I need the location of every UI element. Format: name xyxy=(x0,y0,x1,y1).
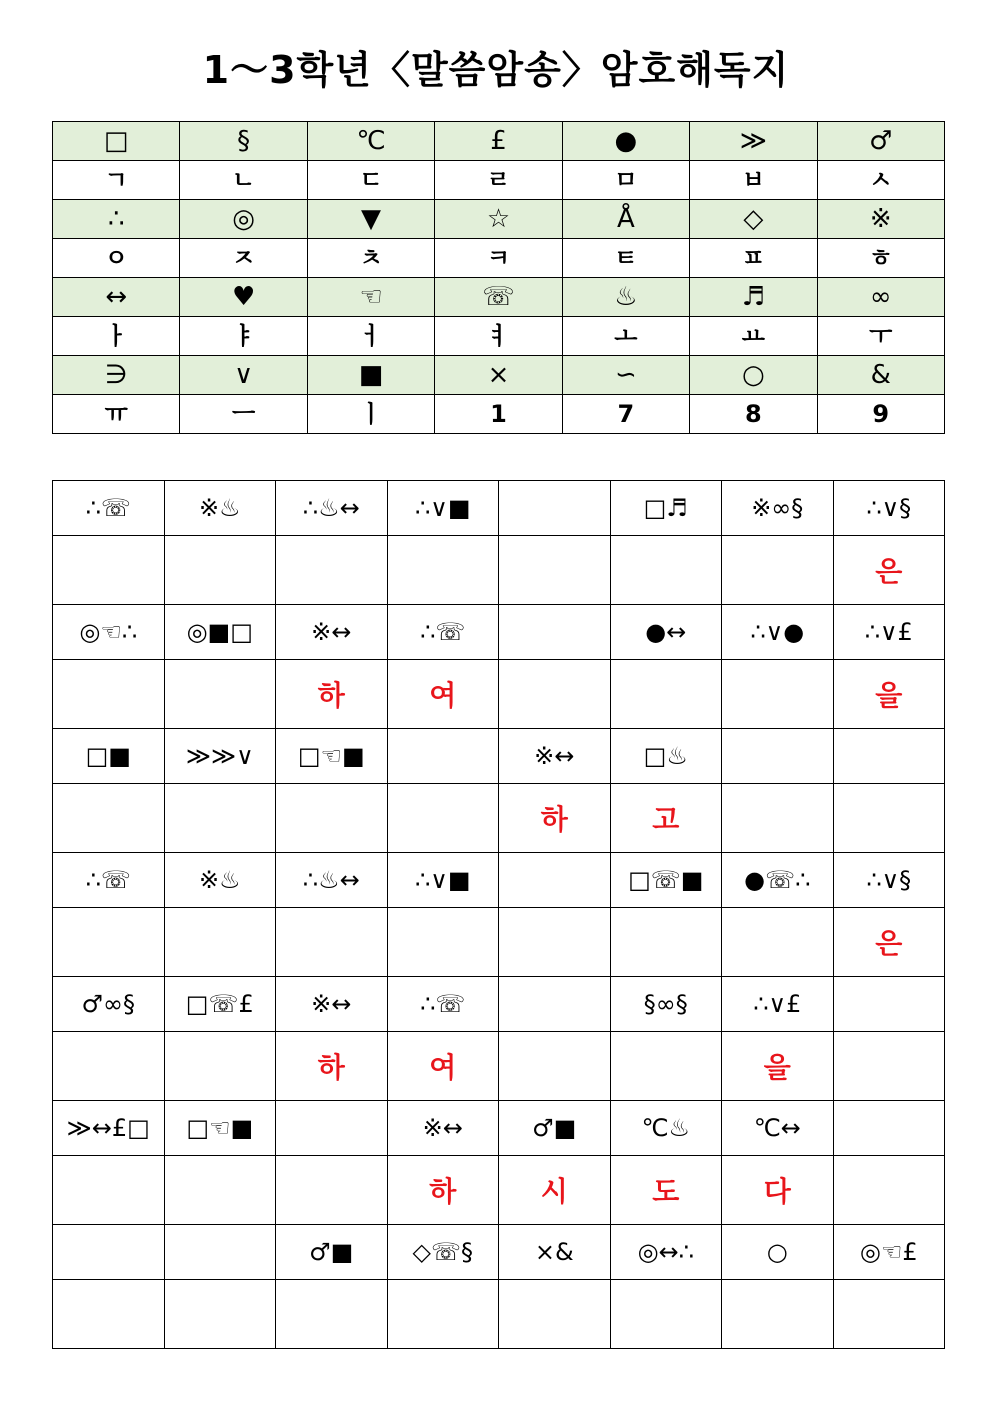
code-cell xyxy=(387,729,499,784)
key-symbol-cell: ∞ xyxy=(817,278,944,317)
answer-cell[interactable] xyxy=(164,660,276,729)
key-symbol-cell: ◇ xyxy=(690,200,817,239)
code-cell: ※↔ xyxy=(387,1101,499,1156)
key-symbol-cell: ∽ xyxy=(562,356,689,395)
answer-cell[interactable] xyxy=(276,784,388,853)
answer-cell[interactable] xyxy=(499,1032,611,1101)
key-symbol-cell: ∴ xyxy=(53,200,180,239)
answer-cell[interactable]: 시 xyxy=(499,1156,611,1225)
code-cell: ●↔ xyxy=(610,605,722,660)
answer-cell[interactable] xyxy=(276,1280,388,1349)
answer-cell[interactable]: 은 xyxy=(833,536,945,605)
key-letter-cell: ㅜ xyxy=(817,317,944,356)
code-cell: ※↔ xyxy=(276,977,388,1032)
key-letter-cell: ㅋ xyxy=(435,239,562,278)
answer-cell[interactable] xyxy=(499,660,611,729)
code-row xyxy=(53,1225,945,1280)
answer-cell[interactable]: 은 xyxy=(833,908,945,977)
code-cell: □☜■ xyxy=(164,1101,276,1156)
code-row xyxy=(53,729,945,784)
code-cell xyxy=(499,605,611,660)
key-symbol-row xyxy=(53,200,945,239)
code-cell: ◎■□ xyxy=(164,605,276,660)
answer-cell[interactable] xyxy=(53,908,165,977)
code-row xyxy=(53,1101,945,1156)
answer-cell[interactable] xyxy=(387,908,499,977)
code-cell: ※∞§ xyxy=(722,481,834,536)
key-symbol-cell: ∋ xyxy=(53,356,180,395)
key-symbol-cell: ☆ xyxy=(435,200,562,239)
key-letter-cell: ㅑ xyxy=(180,317,307,356)
key-symbol-cell: ♂ xyxy=(817,122,944,161)
code-cell: ∴∨§ xyxy=(833,853,945,908)
answer-cell[interactable] xyxy=(722,784,834,853)
code-cell: ℃↔ xyxy=(722,1101,834,1156)
key-letter-cell: 7 xyxy=(562,395,689,434)
answer-cell[interactable]: 여 xyxy=(387,660,499,729)
answer-cell[interactable]: 하 xyxy=(276,660,388,729)
code-cell: ×& xyxy=(499,1225,611,1280)
code-cell: ◎↔∴ xyxy=(610,1225,722,1280)
answer-cell[interactable] xyxy=(53,1156,165,1225)
key-letter-cell: ㅠ xyxy=(53,395,180,434)
code-cell: ∴♨↔ xyxy=(276,853,388,908)
page-title: 1～3학년〈말씀암송〉암호해독지 xyxy=(202,48,790,92)
key-letter-cell: ㅛ xyxy=(690,317,817,356)
code-cell: §∞§ xyxy=(610,977,722,1032)
answer-cell[interactable] xyxy=(722,1280,834,1349)
answer-cell[interactable] xyxy=(53,1032,165,1101)
key-letter-cell: ㅅ xyxy=(817,161,944,200)
code-cell xyxy=(833,977,945,1032)
answer-row xyxy=(53,660,945,729)
key-letter-cell: ㅏ xyxy=(53,317,180,356)
key-letter-cell: ㅈ xyxy=(180,239,307,278)
key-letter-cell: ㅡ xyxy=(180,395,307,434)
code-cell xyxy=(833,1101,945,1156)
answer-cell[interactable]: 고 xyxy=(610,784,722,853)
answer-cell[interactable] xyxy=(833,1156,945,1225)
code-cell: □♬ xyxy=(610,481,722,536)
code-cell: □♨ xyxy=(610,729,722,784)
code-cell: ◇☏§ xyxy=(387,1225,499,1280)
answer-cell[interactable] xyxy=(164,1280,276,1349)
answer-cell[interactable] xyxy=(276,536,388,605)
key-letter-cell: ㅣ xyxy=(307,395,434,434)
code-row xyxy=(53,853,945,908)
answer-cell[interactable] xyxy=(276,1156,388,1225)
code-cell: ≫≫∨ xyxy=(164,729,276,784)
key-symbol-cell: ○ xyxy=(690,356,817,395)
answer-cell[interactable] xyxy=(164,908,276,977)
key-symbol-cell: ※ xyxy=(817,200,944,239)
key-letter-cell: ㅌ xyxy=(562,239,689,278)
key-symbol-cell: ℃ xyxy=(307,122,434,161)
code-cell: ∴∨§ xyxy=(833,481,945,536)
key-symbol-cell: ∨ xyxy=(180,356,307,395)
key-letter-cell: ㄴ xyxy=(180,161,307,200)
key-symbol-cell: ◎ xyxy=(180,200,307,239)
answer-cell[interactable] xyxy=(499,1280,611,1349)
code-cell: ∴∨■ xyxy=(387,481,499,536)
code-cell: ∴☏ xyxy=(53,853,165,908)
answer-cell[interactable] xyxy=(722,660,834,729)
answer-cell[interactable] xyxy=(610,1032,722,1101)
answer-cell[interactable]: 을 xyxy=(722,1032,834,1101)
answer-cell[interactable] xyxy=(610,660,722,729)
key-letter-cell: 9 xyxy=(817,395,944,434)
key-symbol-cell: £ xyxy=(435,122,562,161)
answer-cell[interactable] xyxy=(53,536,165,605)
key-letter-row xyxy=(53,395,945,434)
key-letter-cell: ㅊ xyxy=(307,239,434,278)
key-letter-cell: ㄱ xyxy=(53,161,180,200)
code-cell: ∴∨£ xyxy=(722,977,834,1032)
answer-cell[interactable] xyxy=(164,1032,276,1101)
answer-row xyxy=(53,1280,945,1349)
key-symbol-cell: Å xyxy=(562,200,689,239)
answer-cell[interactable] xyxy=(276,908,388,977)
answer-cell[interactable] xyxy=(610,536,722,605)
key-symbol-cell: ♥ xyxy=(180,278,307,317)
code-cell: □☏■ xyxy=(610,853,722,908)
answer-cell[interactable] xyxy=(610,908,722,977)
key-letter-cell: ㅎ xyxy=(817,239,944,278)
answer-cell[interactable] xyxy=(53,1280,165,1349)
answer-cell[interactable] xyxy=(164,536,276,605)
answer-cell[interactable] xyxy=(387,1280,499,1349)
key-letter-cell: ㅇ xyxy=(53,239,180,278)
key-symbol-row xyxy=(53,278,945,317)
answer-cell[interactable] xyxy=(53,660,165,729)
code-cell: ∴☏ xyxy=(387,977,499,1032)
answer-cell[interactable] xyxy=(722,536,834,605)
code-cell: ※♨ xyxy=(164,853,276,908)
answer-row xyxy=(53,1156,945,1225)
answer-cell[interactable] xyxy=(833,784,945,853)
answer-row xyxy=(53,1032,945,1101)
code-cell xyxy=(722,729,834,784)
code-cell: ◎☜£ xyxy=(833,1225,945,1280)
code-cell: ※↔ xyxy=(276,605,388,660)
answer-cell[interactable]: 하 xyxy=(387,1156,499,1225)
answer-cell[interactable] xyxy=(722,908,834,977)
answer-cell[interactable] xyxy=(387,536,499,605)
decode-puzzle-table xyxy=(52,480,945,1349)
answer-cell[interactable] xyxy=(387,784,499,853)
code-cell: □■ xyxy=(53,729,165,784)
answer-cell[interactable] xyxy=(610,1280,722,1349)
code-cell: ∴☏ xyxy=(387,605,499,660)
code-cell: ※♨ xyxy=(164,481,276,536)
key-letter-cell: 8 xyxy=(690,395,817,434)
answer-cell[interactable]: 여 xyxy=(387,1032,499,1101)
key-symbol-cell: ↔ xyxy=(53,278,180,317)
answer-cell[interactable]: 을 xyxy=(833,660,945,729)
answer-cell[interactable]: 도 xyxy=(610,1156,722,1225)
answer-row xyxy=(53,908,945,977)
code-cell xyxy=(53,1225,165,1280)
key-symbol-cell: ■ xyxy=(307,356,434,395)
code-row xyxy=(53,481,945,536)
key-symbol-cell: & xyxy=(817,356,944,395)
code-cell: ◎☜∴ xyxy=(53,605,165,660)
code-cell: ℃♨ xyxy=(610,1101,722,1156)
key-letter-cell: ㅍ xyxy=(690,239,817,278)
key-letter-cell: ㅗ xyxy=(562,317,689,356)
key-letter-row xyxy=(53,161,945,200)
code-cell: ●☏∴ xyxy=(722,853,834,908)
code-cell: ♂∞§ xyxy=(53,977,165,1032)
answer-cell[interactable] xyxy=(499,908,611,977)
code-cell: ∴♨↔ xyxy=(276,481,388,536)
code-cell: ※↔ xyxy=(499,729,611,784)
key-symbol-row xyxy=(53,122,945,161)
code-cell xyxy=(499,481,611,536)
key-symbol-cell: ● xyxy=(562,122,689,161)
code-cell: ∴∨£ xyxy=(833,605,945,660)
code-cell: □☏£ xyxy=(164,977,276,1032)
key-symbol-cell: × xyxy=(435,356,562,395)
answer-cell[interactable]: 하 xyxy=(499,784,611,853)
key-letter-cell: ㄷ xyxy=(307,161,434,200)
code-cell: ○ xyxy=(722,1225,834,1280)
key-symbol-cell: ☜ xyxy=(307,278,434,317)
code-cell xyxy=(164,1225,276,1280)
answer-cell[interactable]: 다 xyxy=(722,1156,834,1225)
key-letter-row xyxy=(53,239,945,278)
code-cell: ♂■ xyxy=(499,1101,611,1156)
key-symbol-cell: ▼ xyxy=(307,200,434,239)
code-cell xyxy=(499,977,611,1032)
code-cell: □☜■ xyxy=(276,729,388,784)
key-letter-cell: ㅂ xyxy=(690,161,817,200)
code-cell: ∴∨■ xyxy=(387,853,499,908)
answer-cell[interactable]: 하 xyxy=(276,1032,388,1101)
code-cell xyxy=(276,1101,388,1156)
key-symbol-row xyxy=(53,356,945,395)
key-symbol-cell: § xyxy=(180,122,307,161)
key-letter-cell: ㄹ xyxy=(435,161,562,200)
key-symbol-cell: □ xyxy=(53,122,180,161)
code-row xyxy=(53,605,945,660)
code-cell: ≫↔£□ xyxy=(53,1101,165,1156)
code-row xyxy=(53,977,945,1032)
code-cell xyxy=(833,729,945,784)
key-letter-cell: 1 xyxy=(435,395,562,434)
answer-cell[interactable] xyxy=(53,784,165,853)
answer-cell[interactable] xyxy=(164,784,276,853)
code-cell: ♂■ xyxy=(276,1225,388,1280)
key-symbol-cell: ☏ xyxy=(435,278,562,317)
key-letter-cell: ㅓ xyxy=(307,317,434,356)
answer-row xyxy=(53,784,945,853)
key-symbol-cell: ♨ xyxy=(562,278,689,317)
answer-cell[interactable] xyxy=(499,536,611,605)
key-letter-row xyxy=(53,317,945,356)
key-symbol-cell: ♬ xyxy=(690,278,817,317)
key-symbol-cell: ≫ xyxy=(690,122,817,161)
code-cell: ∴∨● xyxy=(722,605,834,660)
answer-cell[interactable] xyxy=(833,1032,945,1101)
code-cell xyxy=(499,853,611,908)
key-letter-cell: ㅕ xyxy=(435,317,562,356)
code-cell: ∴☏ xyxy=(53,481,165,536)
cipher-key-table xyxy=(52,121,945,434)
answer-cell[interactable] xyxy=(833,1280,945,1349)
answer-cell[interactable] xyxy=(164,1156,276,1225)
key-letter-cell: ㅁ xyxy=(562,161,689,200)
answer-row xyxy=(53,536,945,605)
